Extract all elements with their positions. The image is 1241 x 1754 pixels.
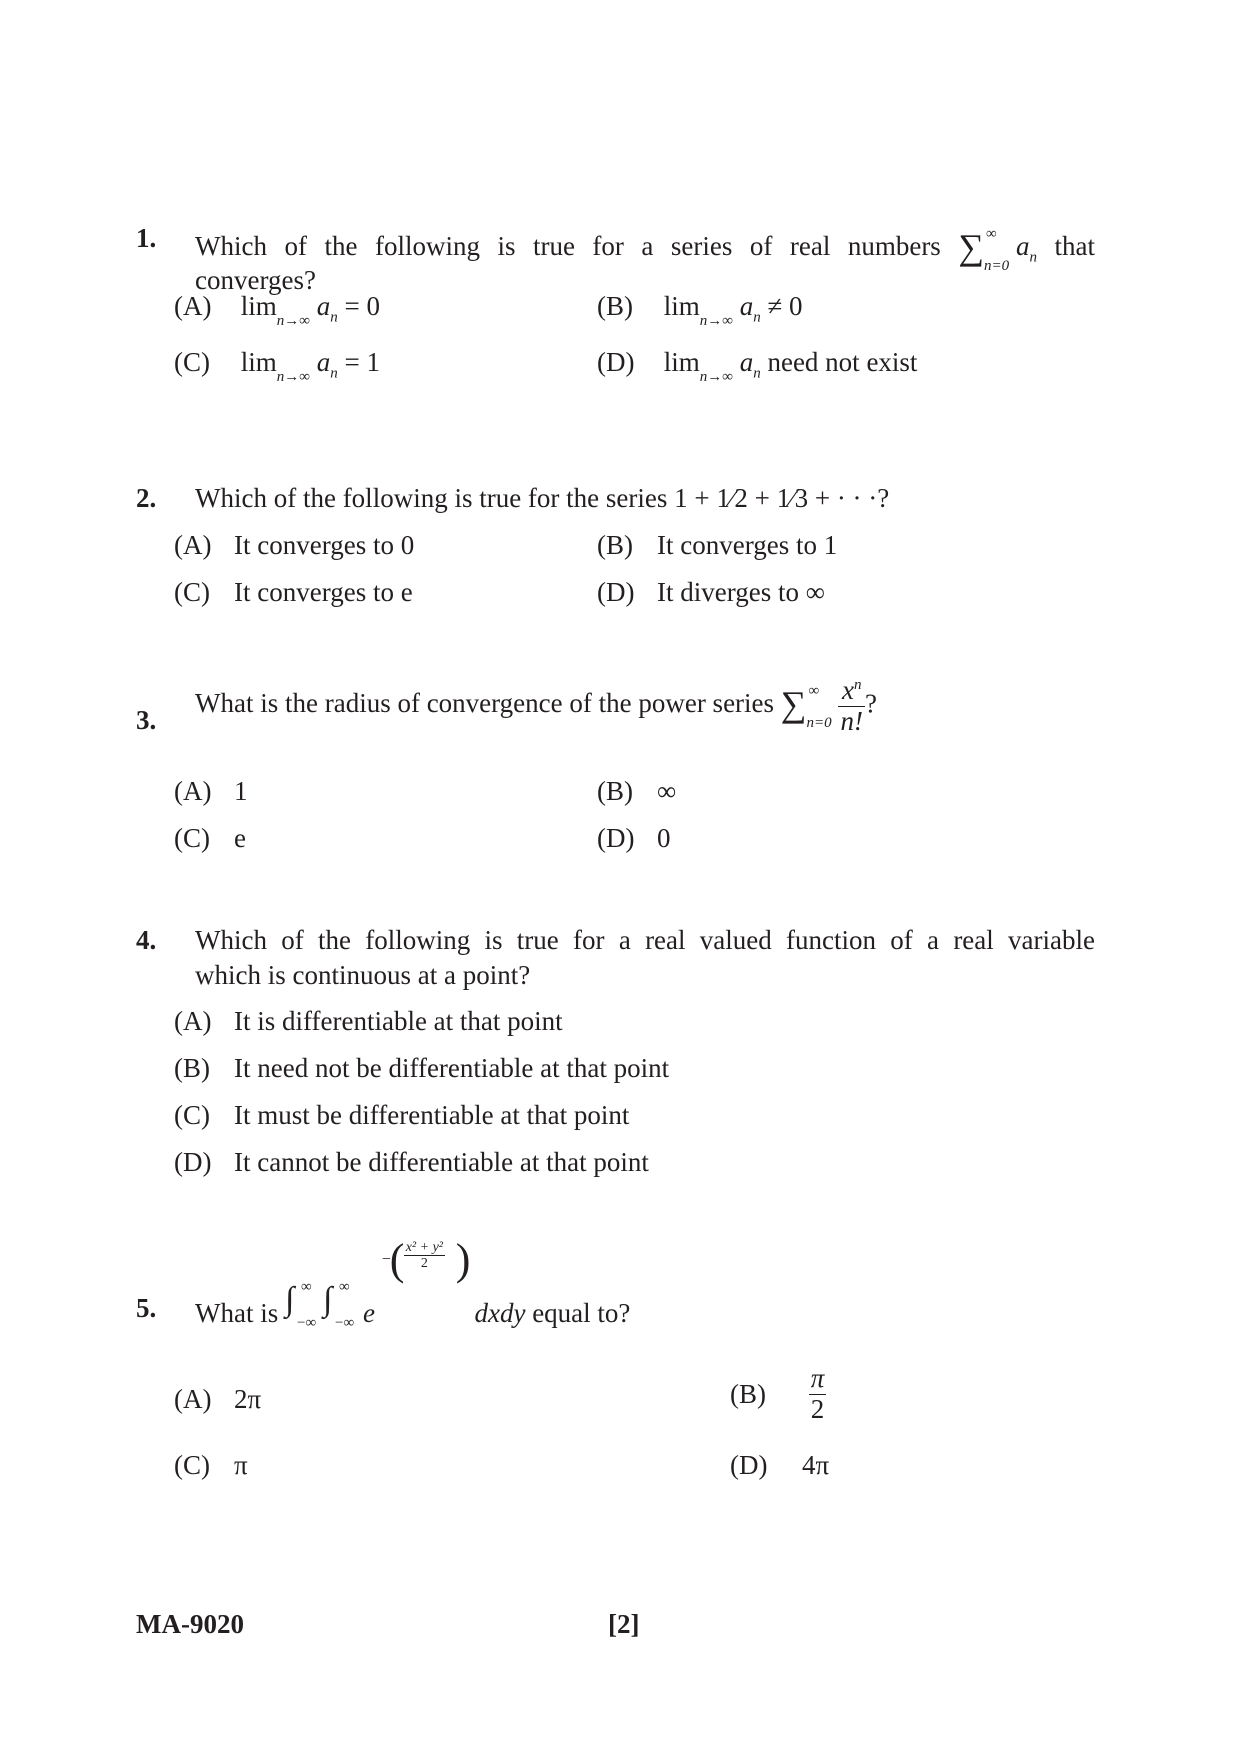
option-b[interactable]: (B) $\frac{\pi}{2}$ (730, 1363, 825, 1424)
option-c[interactable]: (C) It converges to e (174, 577, 413, 607)
page-number: [2] (608, 1609, 640, 1639)
double-integral: ∫ ∞ −∞ ∫ ∞ −∞ (284, 1279, 355, 1331)
question-number: 2. (136, 483, 157, 513)
question-number: 5. (136, 1293, 157, 1323)
question-text: Which of the following is true for a series of real numbers ∑ ∞ n=0 $a_n$ that converges? (195, 225, 1096, 295)
option-a[interactable]: (A) 2π (174, 1384, 262, 1414)
option-a[interactable]: (A) $\lim_{n\to\infty} a_n = 0$ (174, 291, 380, 330)
sum-symbol: ∑ (958, 227, 985, 267)
exponential-base: e (362, 1298, 375, 1328)
question-text: Which of the following is true for a real valued function of a real variable which is continuous at a point? (195, 925, 1095, 991)
question-text-line2: converges? (195, 265, 316, 295)
sum-symbol: ∑ (780, 684, 807, 725)
sum-limits: ∞ n=0 (806, 683, 832, 732)
option-c[interactable]: (C) π (174, 1450, 248, 1480)
sum-limits: ∞ n=0 (984, 225, 1010, 274)
option-b[interactable]: (B) It converges to 1 (597, 530, 838, 560)
question-text: Which of the following is true for the series 1 + 1⁄2 + 1⁄3 + · · ·? (195, 483, 890, 513)
question-text-before: Which of the following is true for a series of real numbers (195, 231, 941, 261)
question-text: What is ∫ ∞ −∞ ∫ ∞ −∞ e − ( x² + y² 2 ) dxdy equal to? (195, 1235, 631, 1331)
option-b[interactable]: (B) ∞ (597, 776, 677, 806)
option-d[interactable]: (D) It cannot be differentiable at that point (174, 1147, 649, 1177)
question-number: 1. (136, 223, 157, 253)
option-a[interactable]: (A) It is differentiable at that point (174, 1006, 563, 1036)
exam-code: MA-9020 (136, 1609, 244, 1639)
question-number: 3. (136, 705, 157, 735)
option-b[interactable]: (B) $\lim_{n\to\infty} a_n \ne 0$ (597, 291, 803, 330)
question-number: 4. (136, 925, 157, 955)
option-c[interactable]: (C) $\lim_{n\to\infty} a_n = 1$ (174, 347, 380, 386)
question-text: What is the radius of convergence of the power series ∑ ∞ n=0 $\frac{x^n}{n!}$ ? (195, 675, 877, 736)
option-c[interactable]: (C) It must be differentiable at that point (174, 1100, 630, 1130)
question-text-after: that (1054, 231, 1096, 261)
option-b[interactable]: (B) It need not be differentiable at that point (174, 1053, 670, 1083)
option-a[interactable]: (A) 1 (174, 776, 248, 806)
exponent: − ( x² + y² 2 ) (381, 1235, 471, 1284)
option-a[interactable]: (A) It converges to 0 (174, 530, 415, 560)
option-d[interactable]: (D) It diverges to ∞ (597, 577, 825, 607)
option-d[interactable]: (D) 4π (730, 1450, 830, 1480)
option-d[interactable]: (D) $\lim_{n\to\infty} a_n$ need not exist (597, 347, 918, 386)
option-d[interactable]: (D) 0 (597, 823, 671, 853)
power-series-fraction: $\frac{x^n}{n!}$ (840, 675, 863, 736)
option-c[interactable]: (C) e (174, 823, 246, 853)
